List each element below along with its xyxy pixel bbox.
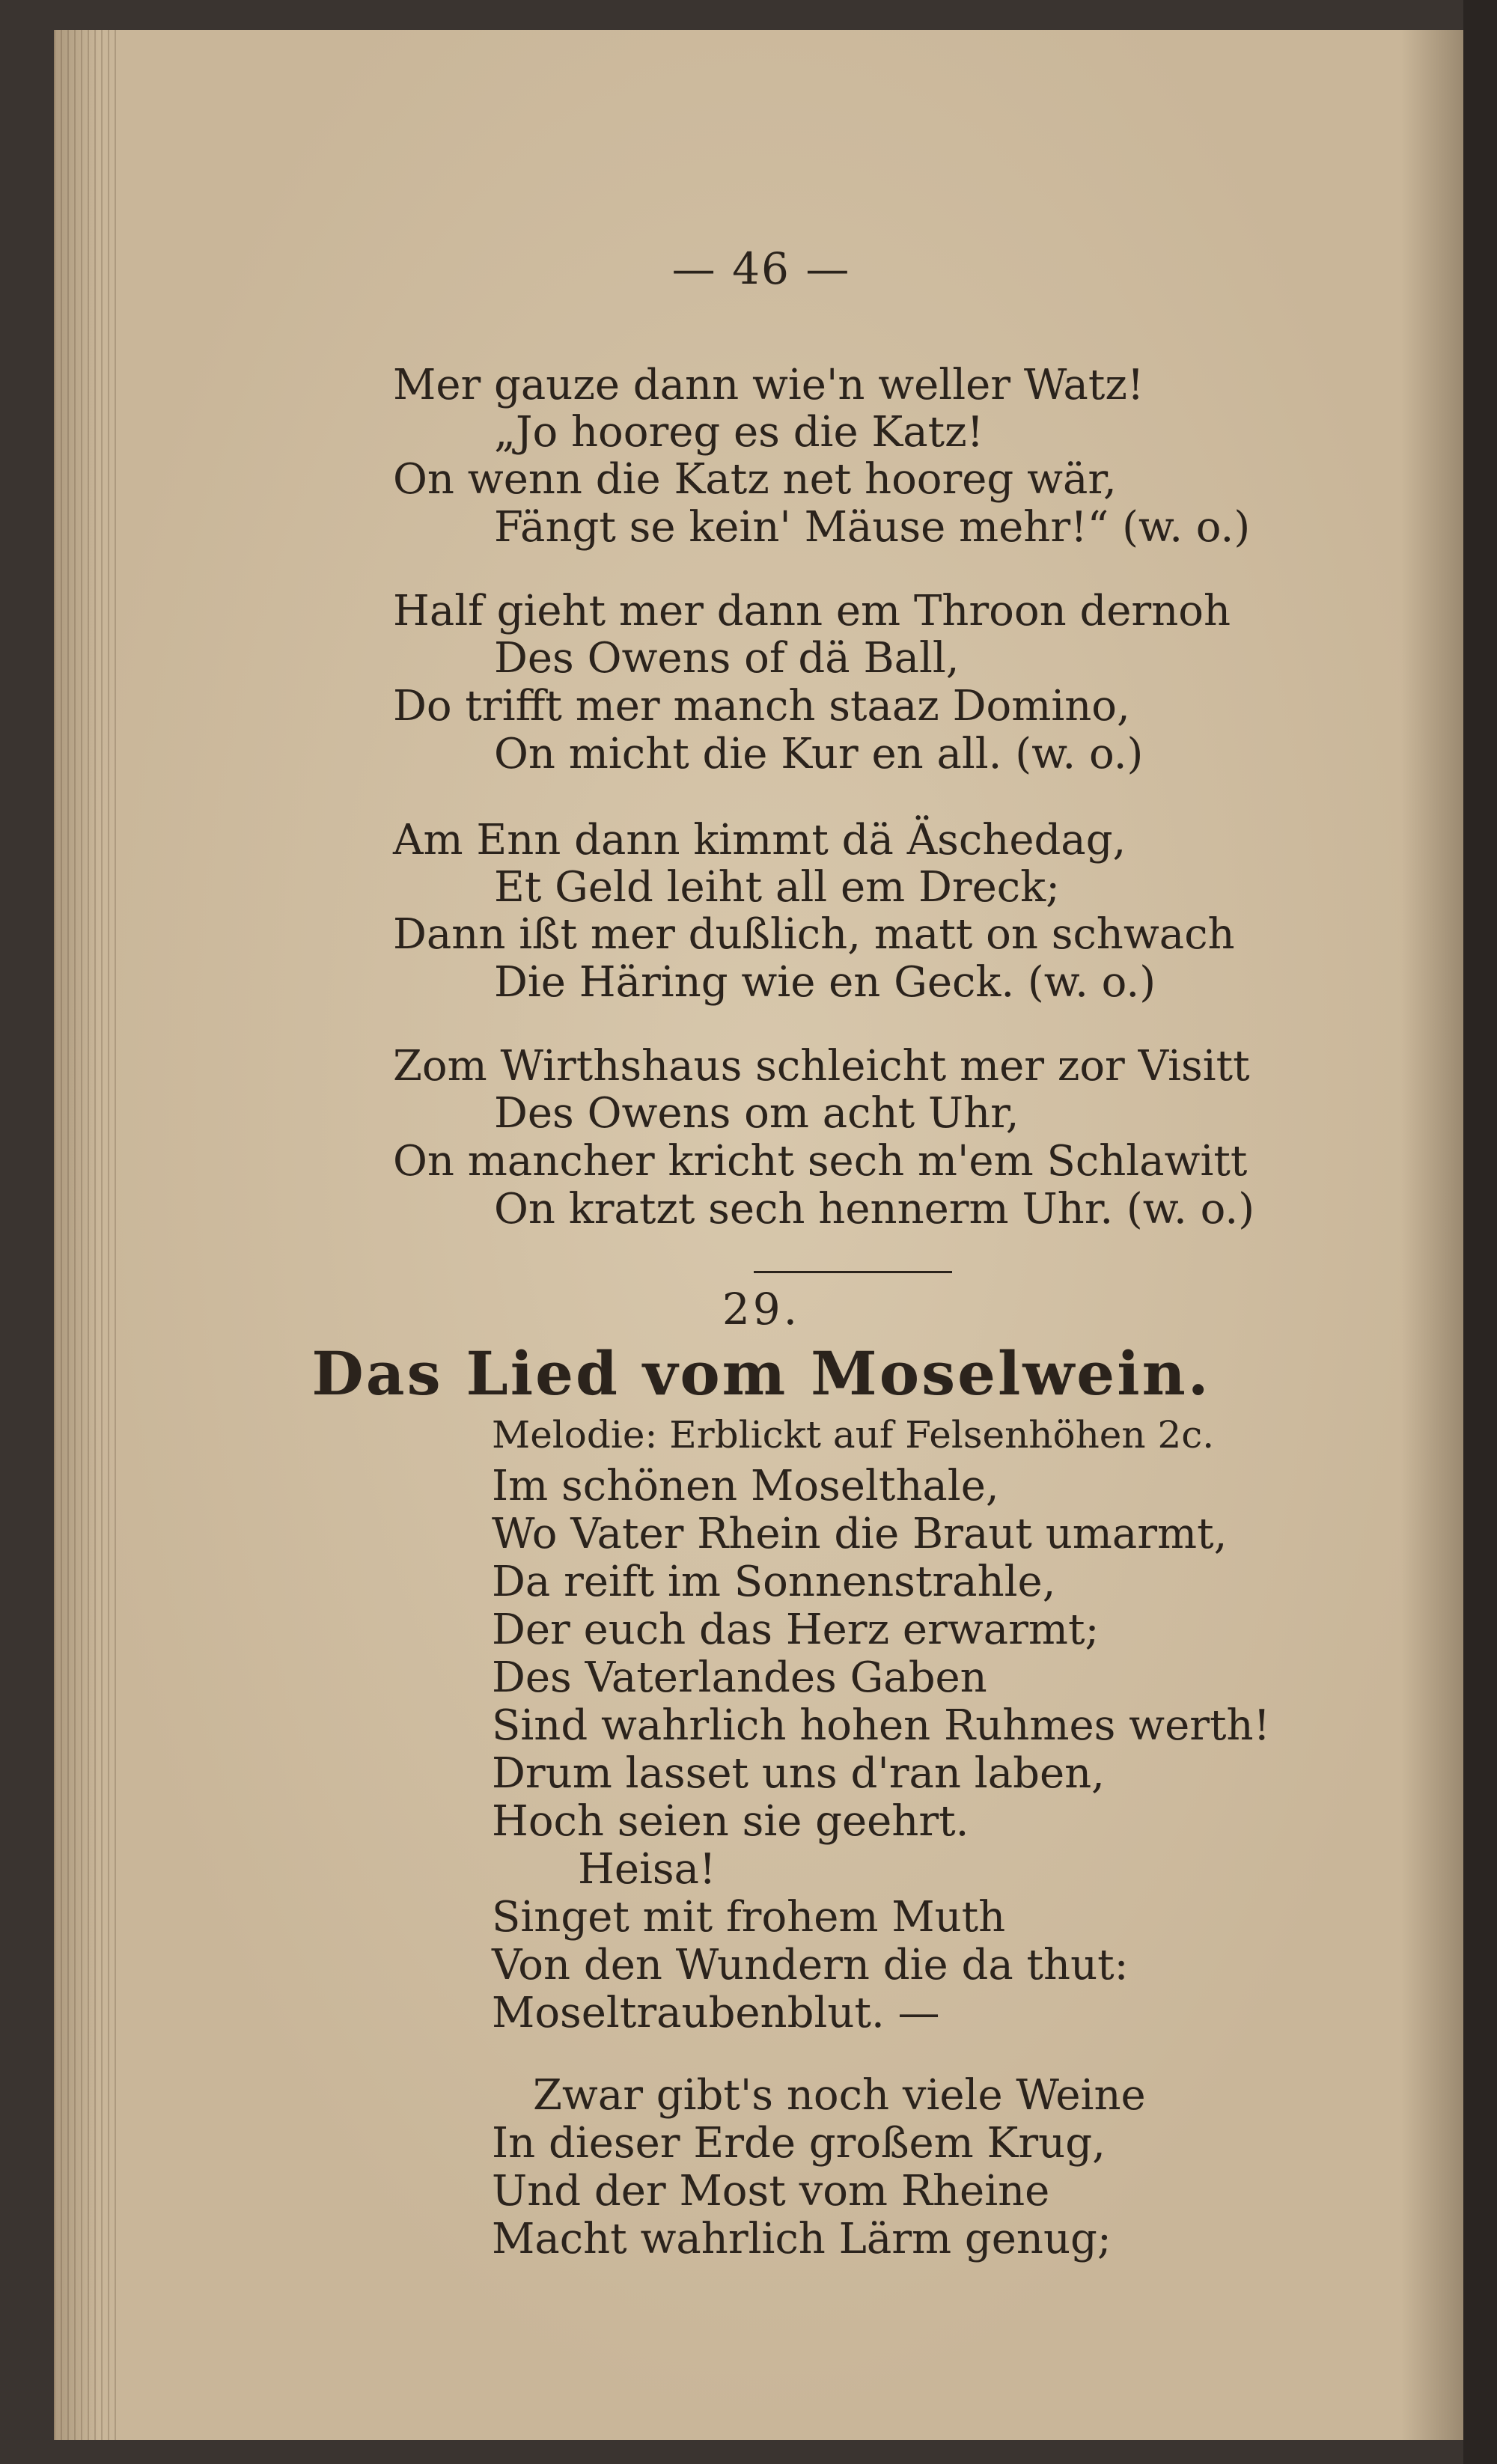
verse-line: Do trifft mer manch staaz Domino, [393,682,1130,731]
verse-line: „Jo hooreg es die Katz! [494,408,984,457]
verse-line: Da reift im Sonnenstrahle, [492,1558,1056,1606]
verse-line: Zwar gibt's noch viele Weine [533,2071,1146,2120]
section-divider [754,1271,952,1273]
verse-line: In dieser Erde großem Krug, [492,2119,1106,2168]
verse-line: On wenn die Katz net hooreg wär, [393,455,1117,504]
verse-line: Zom Wirthshaus schleicht mer zor Visitt [393,1042,1250,1091]
verse-line: Drum lasset uns d'ran laben, [492,1749,1105,1798]
verse-line: Und der Most vom Rheine [492,2167,1050,2216]
verse-line: On micht die Kur en all. (w. o.) [494,730,1144,778]
verse-line: Die Häring wie en Geck. (w. o.) [494,958,1156,1007]
verse-line: Sind wahrlich hohen Ruhmes werth! [492,1701,1271,1750]
page-stack-edge [54,30,121,2440]
verse-line: Des Owens om acht Uhr, [494,1089,1019,1138]
book-page [54,30,1469,2440]
song-title: Das Lied vom Moselwein. [311,1338,1211,1409]
verse-line: Wo Vater Rhein die Braut umarmt, [492,1510,1228,1558]
song-number: 29. [722,1284,801,1335]
melody-note: Melodie: Erblickt auf Felsenhöhen 2c. [492,1413,1215,1457]
verse-line: Am Enn dann kimmt dä Äschedag, [393,816,1126,864]
verse-line: Half gieht mer dann em Throon dernoh [393,587,1231,635]
verse-line: Singet mit frohem Muth [492,1893,1006,1942]
verse-line: Fängt se kein' Mäuse mehr!“ (w. o.) [494,503,1251,552]
verse-line: Im schönen Moselthale, [492,1462,999,1510]
verse-line: Moseltraubenblut. — [492,1989,940,2037]
verse-line: Macht wahrlich Lärm genug; [492,2215,1112,2263]
verse-line: On mancher kricht sech m'em Schlawitt [393,1137,1248,1186]
verse-line: Des Owens of dä Ball, [494,634,960,683]
verse-line: Hoch seien sie geehrt. [492,1797,969,1846]
verse-line: Des Vaterlandes Gaben [492,1653,987,1702]
book-cover-edge [1463,0,1497,2464]
verse-line: Heisa! [578,1845,716,1894]
verse-line: On kratzt sech hennerm Uhr. (w. o.) [494,1185,1255,1233]
verse-line: Mer gauze dann wie'n weller Watz! [393,361,1144,409]
verse-line: Et Geld leiht all em Dreck; [494,863,1060,912]
verse-line: Von den Wundern die da thut: [492,1941,1129,1989]
verse-line: Dann ißt mer dußlich, matt on schwach [393,910,1235,959]
verse-line: Der euch das Herz erwarmt; [492,1605,1100,1654]
page-number: — 46 — [671,243,851,294]
